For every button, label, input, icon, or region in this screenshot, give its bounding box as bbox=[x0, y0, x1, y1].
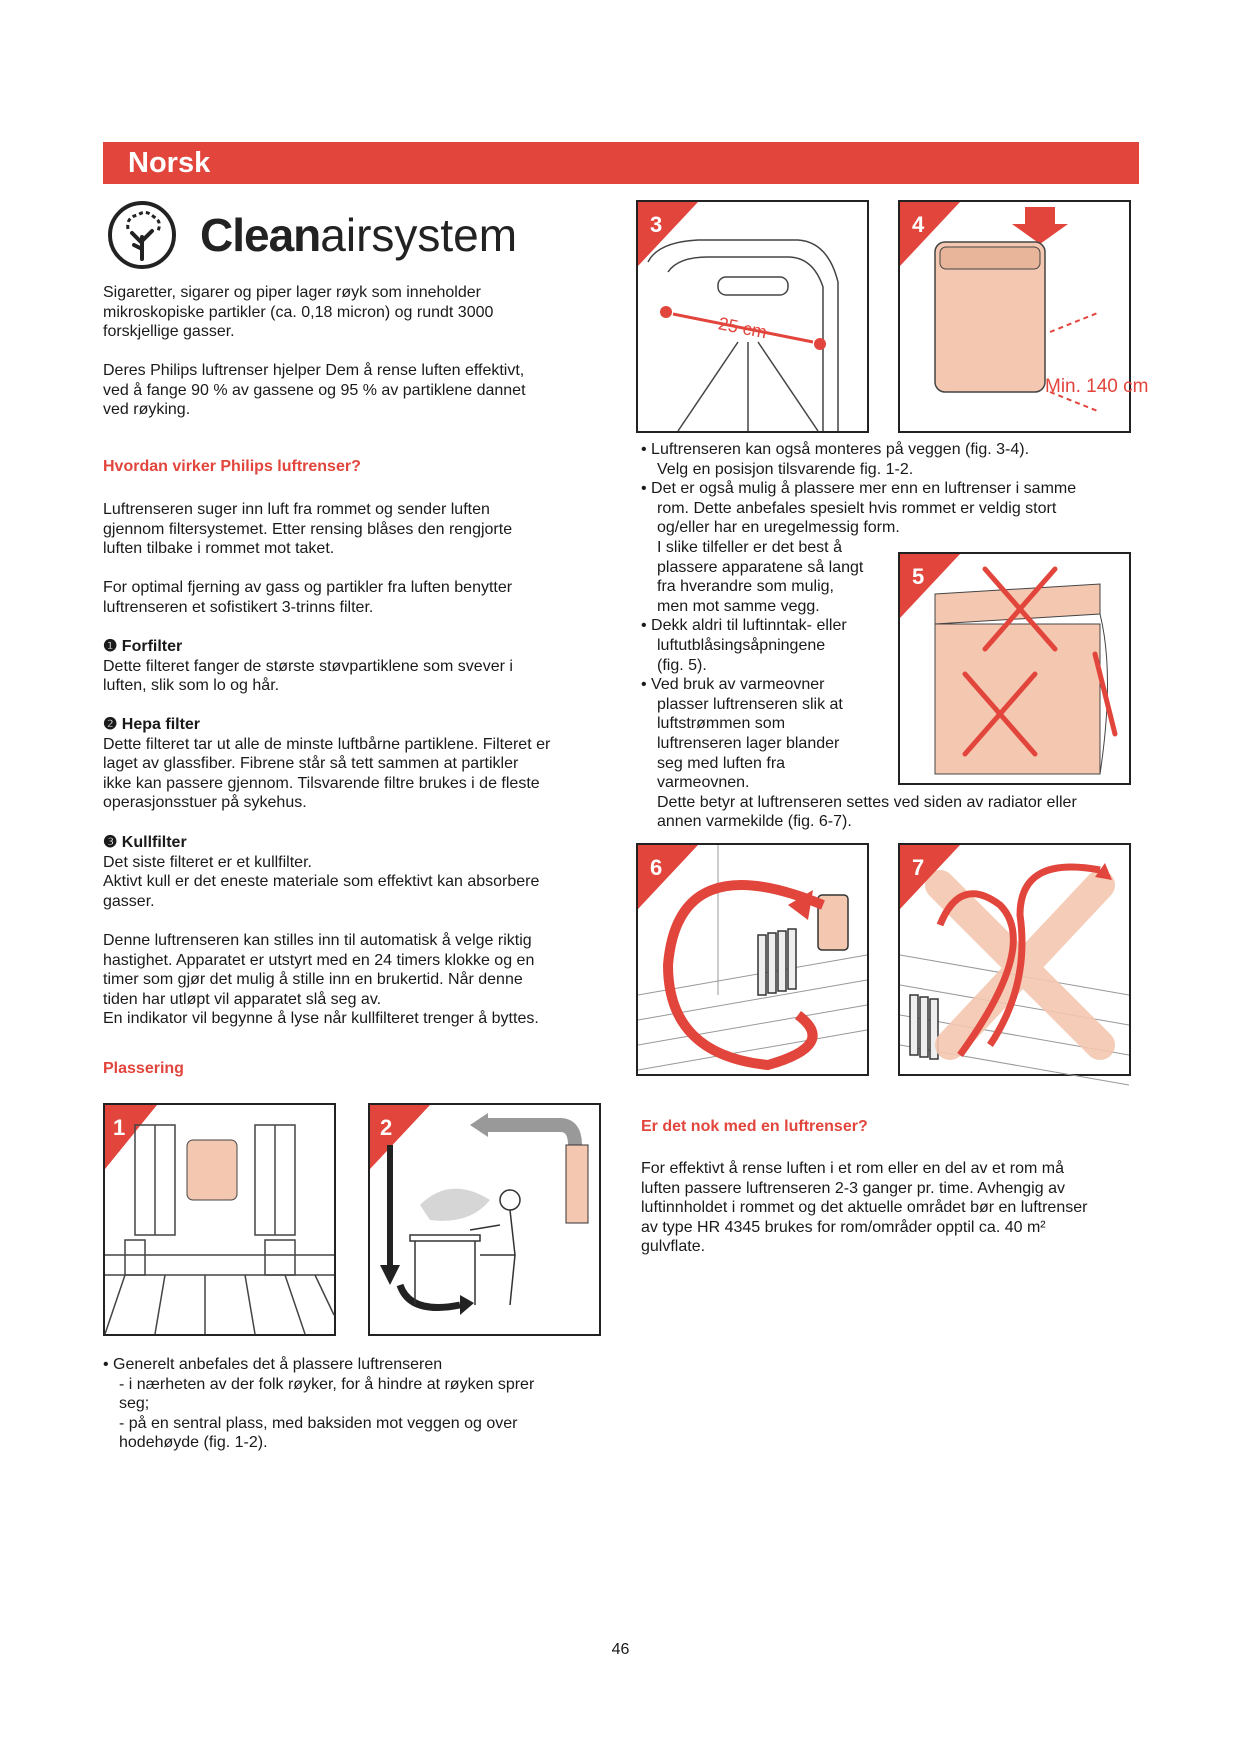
enough-paragraph: For effektivt å rense luften i et rom eller en del av et rom må luften passere luftrenseren 2-3 ganger pr. time. Avhengig av luftinnholdet i rommet og det aktuelle området bør en luftrenser av type HR 4345 brukes for rom/områder opptil ca. 40 m² gulvflate. bbox=[641, 1160, 1088, 1256]
figure-6-number: 6 bbox=[650, 855, 663, 880]
placement-text: • Generelt anbefales det å plassere luftrenseren - i nærheten av der folk røyker, for å hindre at røyken sprer seg; - på en sentral plass, med baksiden mot veggen og over hodehøyde (fig. 1-2). bbox=[103, 1356, 535, 1452]
figure-6 bbox=[636, 843, 869, 1076]
figure-2 bbox=[368, 1103, 601, 1336]
figure-1-number: 1 bbox=[113, 1115, 126, 1140]
right-text-block: • Luftrenseren kan også monteres på veggen (fig. 3-4). Velg en posisjon tilsvarende fig. 1-2. • Det er også mulig å plassere mer enn en luftrenser i samme rom. Dette anbefales spesielt hvis rommet er veldig stort og/eller har en uregelmessig form. I slike tilfeller er det best å plassere apparatene så langt fra hverandre som mulig, men mot samme vegg. • Dekk aldri til luftinntak- eller luftutblåsingsåpningene (fig. 5). • Ved bruk av varmeovner plasser luftrenseren slik at luftstrømmen som luftrenseren lager blander seg med luften fra varmeovnen. Dette betyr at luftrenseren settes ved siden av radiator eller annen varmekilde (fig. 6-7). bbox=[641, 441, 1077, 831]
page-number: 46 bbox=[611, 1641, 630, 1658]
figure-1 bbox=[103, 1103, 336, 1336]
filter-kull: ❸ Kullfilter Det siste filteret er et kullfilter. Aktivt kull er det eneste materiale som effektivt kan absorbere gasser. bbox=[103, 834, 540, 910]
how-paragraph-3: Denne luftrenseren kan stilles inn til automatisk å velge riktig hastighet. Apparatet er utstyrt med en 24 timers klokke og en timer som gjør det mulig å stille inn en brukertid. Når denne tiden har utløpt vil apparatet slå seg av. En indikator vil begynne å lyse når kullfilteret trenger å byttes. bbox=[103, 932, 539, 1028]
intro-paragraph-2: Deres Philips luftrenser hjelper Dem å rense luften effektivt, ved å fange 90 % av gassene og 95 % av partiklene dannet ved røyking. bbox=[103, 362, 526, 419]
language-banner bbox=[103, 142, 1139, 184]
figure-4-height-label: Min. 140 cm bbox=[1045, 376, 1149, 397]
language-title: Norsk bbox=[128, 147, 211, 179]
how-paragraph-1: Luftrenseren suger inn luft fra rommet og sender luften gjennom filtersystemet. Etter rensing blåses den rengjorte luften tilbake i rommet mot taket. bbox=[103, 501, 513, 558]
figure-5-number: 5 bbox=[912, 564, 925, 589]
clean-airsystem-logo bbox=[200, 205, 517, 265]
figure-3 bbox=[636, 200, 869, 433]
how-paragraph-2: For optimal fjerning av gass og partikler fra luften benytter luftrenseren et sofistikert 3-trinns filter. bbox=[103, 579, 513, 616]
filter-hepa: ❷ Hepa filter Dette filteret tar ut alle de minste luftbårne partiklene. Filteret er laget av glassfiber. Fibrene står så tett sammen at partikler ikke kan passere gjennom. Tilsvarende filtre brukes i de fleste operasjonsstuer på sykehus. bbox=[103, 716, 551, 812]
intro-paragraph: Sigaretter, sigarer og piper lager røyk som inneholder mikroskopiske partikler (ca. 0,18 micron) og rundt 3000 forskjellige gasser. bbox=[103, 284, 494, 341]
figure-7 bbox=[898, 843, 1131, 1076]
logo-rest: airsystem bbox=[320, 209, 518, 261]
how-heading: Hvordan virker Philips luftrenser? bbox=[103, 458, 361, 475]
filter-forfilter: ❶ Forfilter Dette filteret fanger de største støvpartiklene som svever i luften, slik som lo og hår. bbox=[103, 638, 513, 695]
logo-bold: Clean bbox=[200, 209, 321, 261]
figure-4-number: 4 bbox=[912, 212, 925, 237]
figure-2-number: 2 bbox=[380, 1115, 393, 1140]
figure-4 bbox=[898, 200, 1149, 433]
tree-logo-icon bbox=[106, 199, 178, 271]
enough-heading: Er det nok med en luftrenser? bbox=[641, 1118, 868, 1135]
placement-heading: Plassering bbox=[103, 1060, 184, 1077]
figure-5 bbox=[898, 552, 1131, 785]
figure-7-number: 7 bbox=[912, 855, 925, 880]
figure-3-number: 3 bbox=[650, 212, 663, 237]
figure-3-distance-label: 25 cm bbox=[716, 313, 769, 343]
